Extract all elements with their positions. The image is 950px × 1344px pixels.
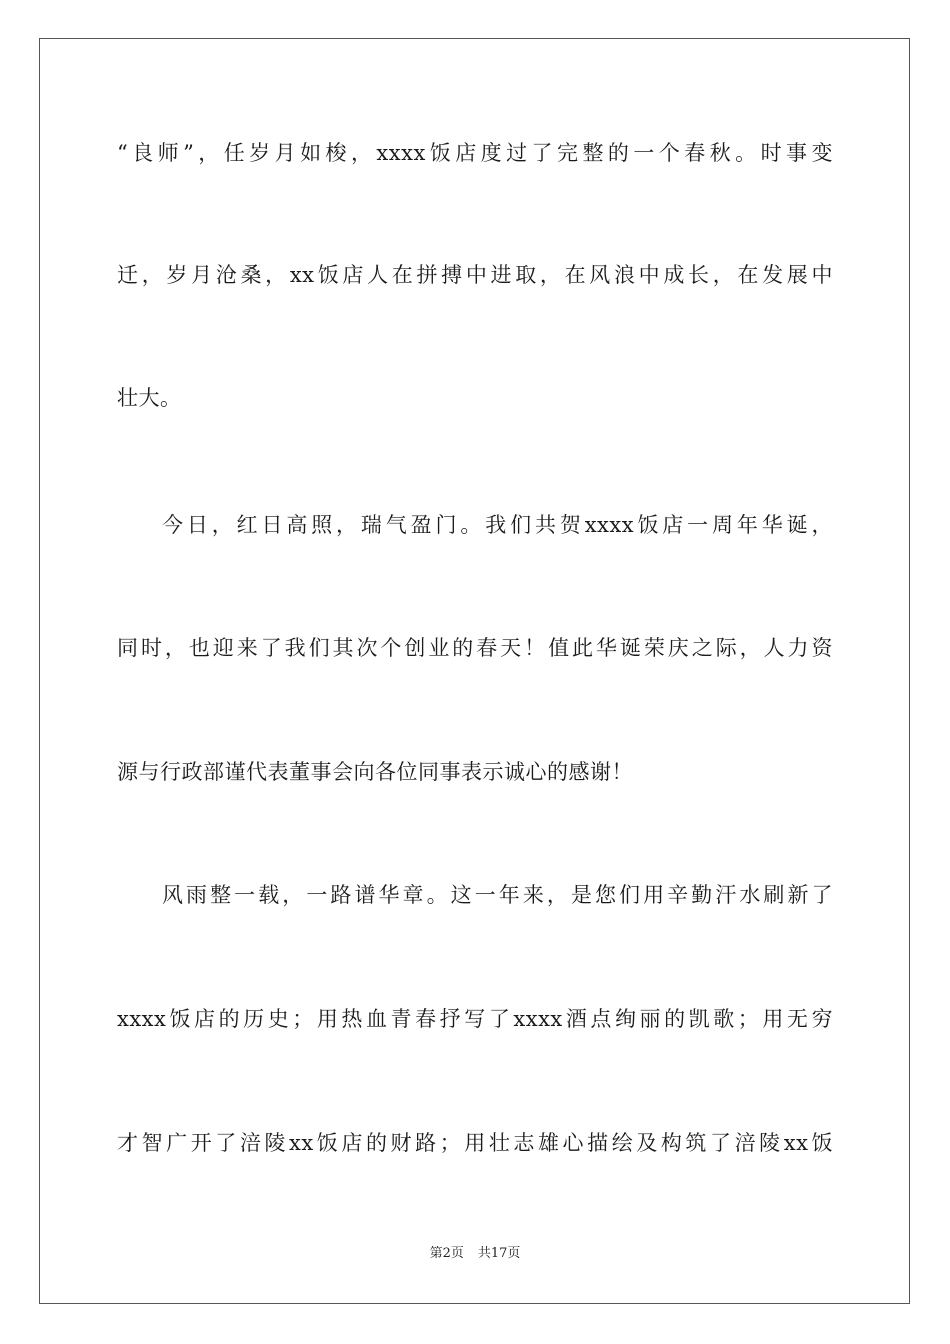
- body-line-4: 今日，红日高照，瑞气盈门。我们共贺xxxx饭店一周年华诞，: [162, 513, 833, 537]
- body-line-5: 同时，也迎来了我们其次个创业的春天！值此华诞荣庆之际，人力资: [117, 636, 833, 660]
- body-line-6: 源与行政部谨代表董事会向各位同事表示诚心的感谢！: [117, 760, 633, 784]
- body-line-2: 迁，岁月沧桑，xx饭店人在拼搏中进取，在风浪中成长，在发展中: [117, 263, 833, 287]
- body-line-1: “良师”，任岁月如梭，xxxx饭店度过了完整的一个春秋。时事变: [117, 141, 833, 165]
- page-number: 第2页: [429, 1246, 464, 1261]
- page-total: 共17页: [477, 1246, 521, 1261]
- body-line-9: 才智广开了涪陵xx饭店的财路；用壮志雄心描绘及构筑了涪陵xx饭: [117, 1131, 833, 1155]
- body-line-7: 风雨整一载，一路谱华章。这一年来，是您们用辛勤汗水刷新了: [162, 883, 833, 907]
- body-line-3: 壮大。: [117, 386, 182, 410]
- body-line-8: xxxx饭店的历史；用热血青春抒写了xxxx酒点绚丽的凯歌；用无穷: [117, 1007, 833, 1031]
- page-footer: [0, 1245, 950, 1263]
- page-border: [39, 38, 910, 1304]
